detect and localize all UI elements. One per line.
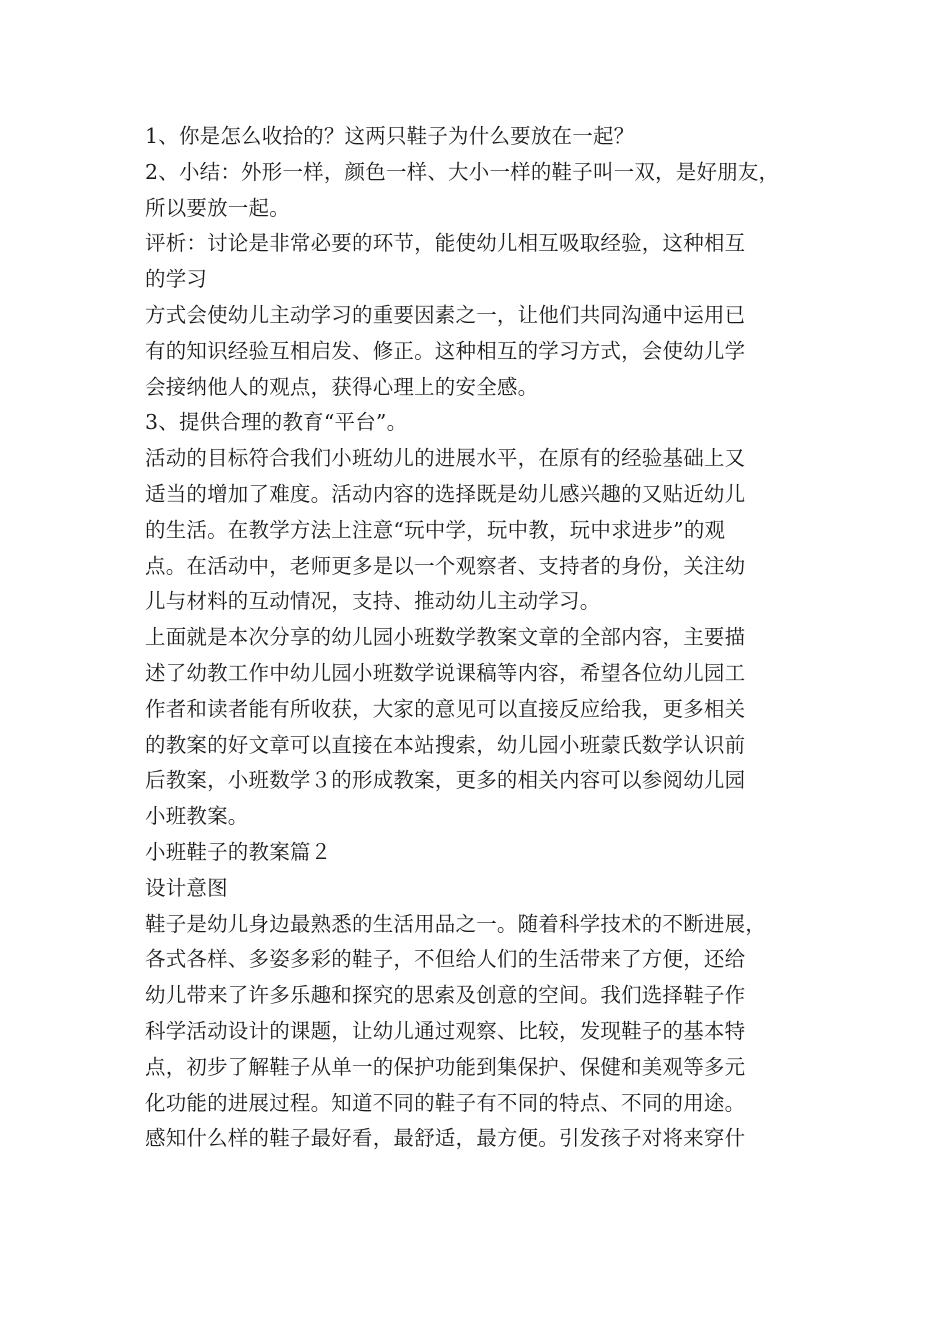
text-line: 点，初步了解鞋子从单一的保护功能到集保护、保健和美观等多元 [145,1054,746,1079]
text-line: 各式各样、多姿多彩的鞋子，不但给人们的生活带来了方便，还给 [145,947,746,972]
document-body [145,119,825,1157]
text-line: 1、你是怎么收拾的？这两只鞋子为什么要放在一起？ [145,124,635,148]
text-line: 有的知识经验互相启发、修正。这种相互的学习方式，会使幼儿学 [145,338,746,363]
text-line: 科学活动设计的课题，让幼儿通过观察、比较，发现鞋子的基本特 [145,1018,746,1043]
text-line: 点。在活动中，老师更多是以一个观察者、支持者的身份，关注幼 [145,553,746,578]
text-line: 鞋子是幼儿身边最熟悉的生活用品之一。随着科学技术的不断进展， [145,911,766,936]
text-line: 的生活。在教学方法上注意“玩中学，玩中教，玩中求进步”的观 [145,517,726,542]
text-line: 适当的增加了难度。活动内容的选择既是幼儿感兴趣的又贴近幼儿 [145,481,746,506]
text-line: 会接纳他人的观点，获得心理上的安全感。 [145,374,539,399]
text-line: 所以要放一起。 [145,195,290,220]
text-line: 作者和读者能有所收获，大家的意见可以直接反应给我，更多相关 [145,696,746,721]
text-line: 活动的目标符合我们小班幼儿的进展水平，在原有的经验基础上又 [145,446,746,471]
text-line: 小班教案。 [145,804,249,829]
text-line: 上面就是本次分享的幼儿园小班数学教案文章的全部内容，主要描 [145,625,746,650]
text-line: 评析：讨论是非常必要的环节，能使幼儿相互吸取经验，这种相互 [145,231,746,256]
text-line: 的学习 [145,267,208,292]
text-line: 的教案的好文章可以直接在本站搜索，幼儿园小班蒙氏数学认识前 [145,732,746,757]
text-line: 后教案，小班数学３的形成教案，更多的相关内容可以参阅幼儿园 [145,768,746,793]
text-line: 儿与材料的互动情况，支持、推动幼儿主动学习。 [145,589,601,614]
text-line: 述了幼教工作中幼儿园小班数学说课稿等内容，希望各位幼儿园工 [145,660,746,685]
text-line: 化功能的进展过程。知道不同的鞋子有不同的特点、不同的用途。 [145,1090,746,1115]
text-line: 幼儿带来了许多乐趣和探究的思索及创意的空间。我们选择鞋子作 [145,983,746,1008]
text-line: 感知什么样的鞋子最好看，最舒适，最方便。引发孩子对将来穿什 [145,1126,746,1151]
subsection-heading: 设计意图 [145,875,228,900]
text-line: 3、提供合理的教育“平台”。 [145,410,408,435]
text-line: 2、小结：外形一样，颜色一样、大小一样的鞋子叫一双，是好朋友， [145,159,780,184]
text-line: 方式会使幼儿主动学习的重要因素之一，让他们共同沟通中运用已 [145,302,746,327]
section-heading: 小班鞋子的教案篇２ [145,839,332,864]
